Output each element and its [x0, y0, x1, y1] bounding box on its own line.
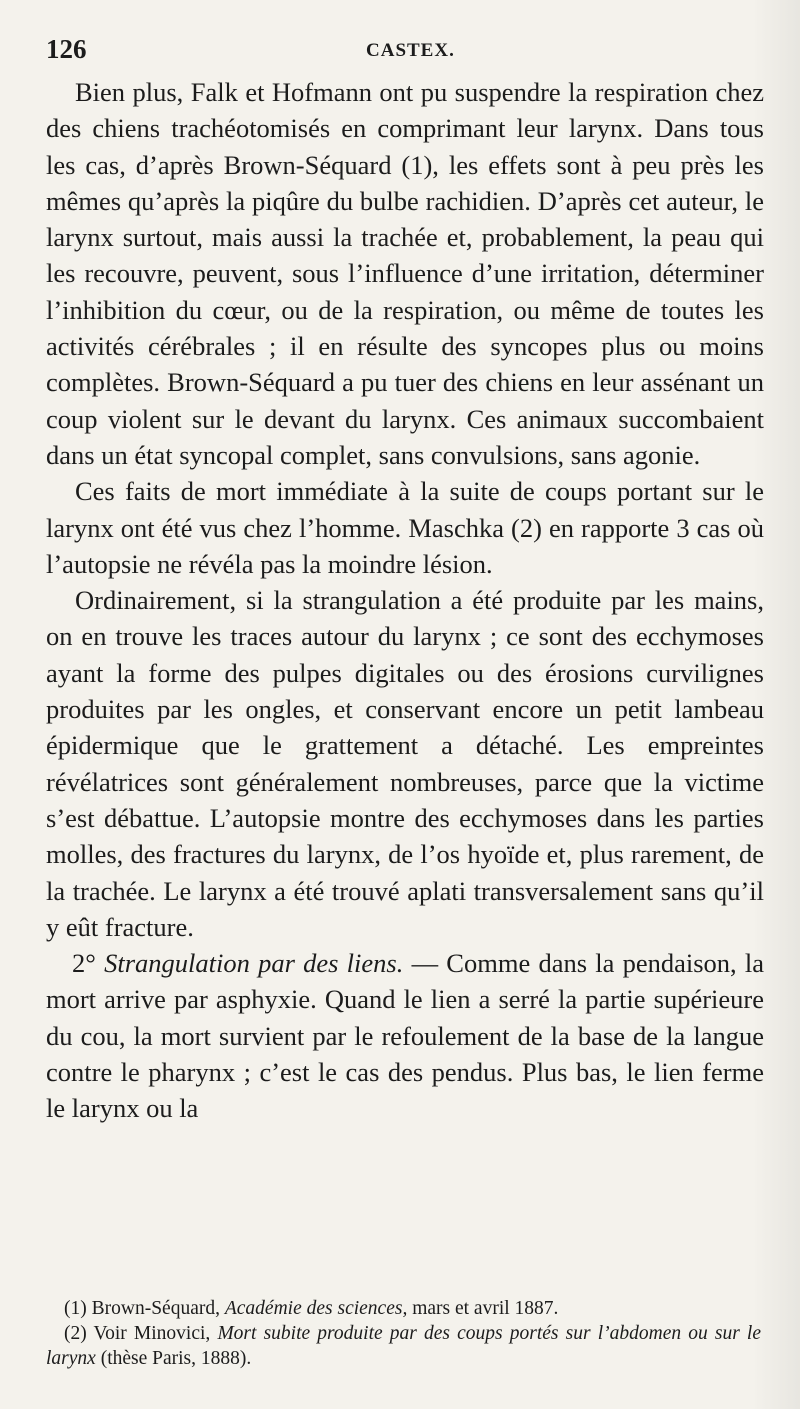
section-title: Strangulation par des liens. [104, 948, 404, 979]
section-text: — Comme dans la pendaison, la mort arrive par asphyxie. Quand le lien a serré la partie supérieure du cou, la mort survient par le refoulement de la base de la langue contre le pharynx ; c’est le cas des pendus. Plus bas, le lien ferme le larynx ou la [46, 948, 765, 1124]
footnote-rest: (thèse Paris, 1888). [100, 1348, 252, 1369]
footnote-author: Brown-Séquard, [91, 1298, 220, 1319]
footnote [46, 1296, 761, 1321]
footnote-author: Voir Minovici, [93, 1323, 211, 1344]
page-header [46, 34, 756, 68]
paragraph: Ces faits de mort immédiate à la suite de coups portant sur le larynx ont été vus chez l’homme. Maschka (2) en rapporte 3 cas où l’autopsie ne révéla pas la moindre lésion. [46, 476, 764, 579]
main-text [46, 74, 764, 1127]
footnote-rest: mars et avril 1887. [412, 1298, 559, 1319]
section-number: 2° [72, 948, 96, 979]
footnotes [46, 1296, 761, 1371]
footnote-mark: (2) [64, 1323, 87, 1344]
paragraph: Bien plus, Falk et Hofmann ont pu suspendre la respiration chez des chiens trachéotomisés en comprimant leur larynx. Dans tous les cas, d’après Brown-Séquard (1), les effets sont à peu près les mêmes qu’après la piqûre du bulbe rachidien. D’après cet auteur, le larynx surtout, mais aussi la trachée et, probablement, la peau qui les recouvre, peuvent, sous l’influence d’une irritation, déterminer l’inhibition du cœur, ou de la respiration, ou même de toutes les activités cérébrales ; il en résulte des syncopes plus ou moins complètes. Brown-Séquard a pu tuer des chiens en leur assénant un coup violent sur le devant du larynx. Ces animaux succombaient dans un état syncopal complet, sans convulsions, sans agonie. [46, 77, 764, 470]
section-paragraph [46, 945, 764, 1126]
running-head: CASTEX. [366, 40, 455, 61]
footnote-title: Académie des sciences, [224, 1298, 408, 1319]
footnote-mark: (1) [64, 1298, 87, 1319]
paragraph: Ordinairement, si la strangulation a été produite par les mains, on en trouve les traces autour du larynx ; ce sont des ecchymoses ayant la forme des pulpes digitales ou des érosions curvilignes produites par les ongles, et conservant encore un petit lambeau épidermique que le grattement a détaché. Les empreintes révélatrices sont généralement nombreuses, parce que la victime s’est débattue. L’autopsie montre des ecchymoses dans les parties molles, des fractures du larynx, de l’os hyoïde et, plus rarement, de la trachée. Le larynx a été trouvé aplati transversalement sans qu’il y eût fracture. [46, 585, 764, 942]
footnote [46, 1321, 761, 1371]
footnote-title: Mort subite produite par des coups portés sur l’abdomen ou sur le larynx [46, 1323, 762, 1369]
page-number: 126 [46, 34, 87, 64]
